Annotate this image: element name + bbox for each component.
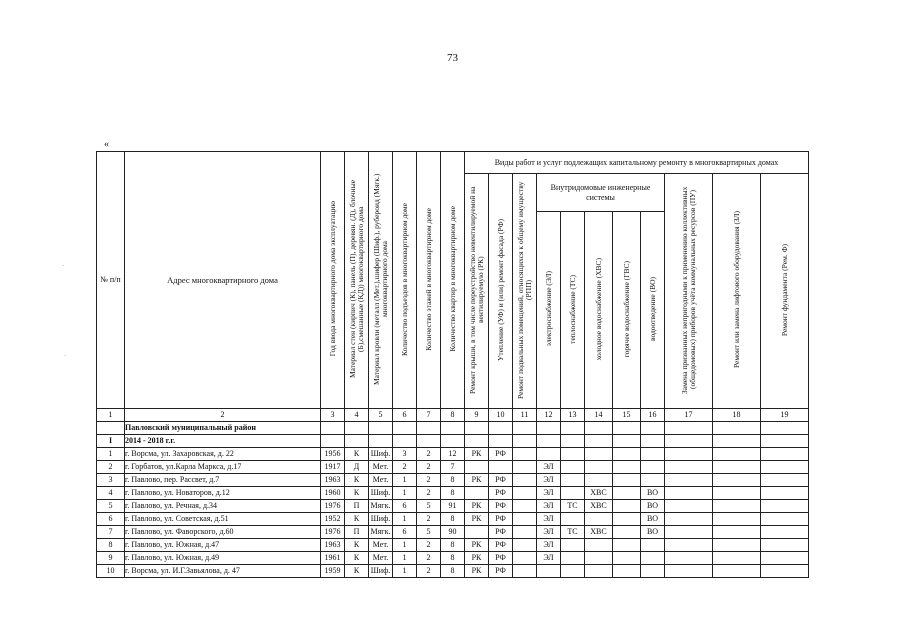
row-cell: 2 bbox=[417, 565, 441, 578]
table-row bbox=[97, 513, 809, 526]
row-cell: 90 bbox=[441, 526, 465, 539]
row-cell: 1 bbox=[393, 487, 417, 500]
column-number: 2 bbox=[125, 409, 321, 422]
quote-mark: « bbox=[104, 139, 109, 150]
row-cell bbox=[713, 487, 761, 500]
row-number: 4 bbox=[97, 487, 125, 500]
header-flats: Количество квартир в многоквартирном доме bbox=[441, 152, 465, 409]
row-cell: ЭЛ bbox=[537, 461, 561, 474]
column-number: 15 bbox=[613, 409, 641, 422]
row-cell: РФ bbox=[489, 513, 513, 526]
row-cell: 1 bbox=[393, 539, 417, 552]
row-cell bbox=[641, 474, 665, 487]
table-row bbox=[97, 526, 809, 539]
row-cell: РФ bbox=[489, 552, 513, 565]
row-cell bbox=[713, 539, 761, 552]
row-cell: 2 bbox=[417, 513, 441, 526]
row-cell: 2 bbox=[417, 461, 441, 474]
row-cell bbox=[761, 500, 809, 513]
row-cell: РК bbox=[465, 513, 489, 526]
row-cell bbox=[513, 474, 537, 487]
row-cell: Шиф. bbox=[369, 565, 393, 578]
row-cell: 1 bbox=[393, 565, 417, 578]
header-engineering-systems: Внутридомовые инженерные системы bbox=[537, 174, 665, 212]
row-cell: РК bbox=[465, 448, 489, 461]
column-number: 18 bbox=[713, 409, 761, 422]
column-number: 12 bbox=[537, 409, 561, 422]
row-cell: К bbox=[345, 474, 369, 487]
row-cell: ВО bbox=[641, 513, 665, 526]
row-cell: 2 bbox=[417, 487, 441, 500]
column-number: 3 bbox=[321, 409, 345, 422]
row-cell bbox=[465, 461, 489, 474]
row-address: г. Ворсма, ул. Захаровская, д. 22 bbox=[125, 448, 321, 461]
row-cell: 1959 bbox=[321, 565, 345, 578]
row-cell: РК bbox=[465, 539, 489, 552]
header-num: № п/п bbox=[97, 152, 125, 409]
row-cell bbox=[665, 539, 713, 552]
row-cell: ЭЛ bbox=[537, 539, 561, 552]
row-cell: 8 bbox=[441, 552, 465, 565]
row-cell: ХВС bbox=[585, 487, 613, 500]
row-cell: ЭЛ bbox=[537, 552, 561, 565]
row-cell: 1976 bbox=[321, 500, 345, 513]
header-roof-repair: Ремонт крыши, в том числе переустройство невентилируемой на вентилируемую (РК) bbox=[465, 174, 489, 409]
row-cell bbox=[561, 487, 585, 500]
row-cell: РК bbox=[465, 500, 489, 513]
row-address: г. Павлово, ул. Новаторов, д.12 bbox=[125, 487, 321, 500]
row-address: г. Павлово, ул. Фаворского, д.60 bbox=[125, 526, 321, 539]
row-cell: РФ bbox=[489, 500, 513, 513]
table-row bbox=[97, 461, 809, 474]
row-cell: 1963 bbox=[321, 474, 345, 487]
row-cell: ЭЛ bbox=[537, 513, 561, 526]
row-cell: 1956 bbox=[321, 448, 345, 461]
row-cell bbox=[513, 539, 537, 552]
row-address: г. Павлово, ул. Южная, д.47 bbox=[125, 539, 321, 552]
row-cell: ХВС bbox=[585, 526, 613, 539]
row-cell bbox=[561, 474, 585, 487]
row-cell bbox=[761, 448, 809, 461]
row-cell bbox=[761, 539, 809, 552]
column-number: 13 bbox=[561, 409, 585, 422]
row-cell bbox=[613, 539, 641, 552]
row-cell bbox=[713, 448, 761, 461]
row-cell bbox=[641, 448, 665, 461]
row-cell bbox=[713, 500, 761, 513]
scan-mark: · bbox=[62, 262, 65, 270]
row-cell: 2 bbox=[417, 474, 441, 487]
row-cell: 2 bbox=[417, 448, 441, 461]
row-cell: РФ bbox=[489, 487, 513, 500]
row-cell bbox=[713, 474, 761, 487]
row-cell bbox=[613, 474, 641, 487]
row-cell: РФ bbox=[489, 526, 513, 539]
column-number: 7 bbox=[417, 409, 441, 422]
scan-mark: · bbox=[64, 352, 67, 360]
row-cell: РФ bbox=[489, 448, 513, 461]
header-facade: Утепление (УФ) и (или) ремонт фасада (РФ) bbox=[489, 174, 513, 409]
row-cell bbox=[665, 526, 713, 539]
column-number: 5 bbox=[369, 409, 393, 422]
row-cell: 1952 bbox=[321, 513, 345, 526]
row-cell: 1976 bbox=[321, 526, 345, 539]
table-row bbox=[97, 539, 809, 552]
column-number: 16 bbox=[641, 409, 665, 422]
row-cell bbox=[665, 461, 713, 474]
row-cell: 8 bbox=[441, 565, 465, 578]
row-address: г. Павлово, пер. Рассвет, д.7 bbox=[125, 474, 321, 487]
row-cell bbox=[761, 513, 809, 526]
row-cell: 1961 bbox=[321, 552, 345, 565]
row-cell: РК bbox=[465, 474, 489, 487]
row-cell: К bbox=[345, 487, 369, 500]
row-cell: РК bbox=[465, 552, 489, 565]
row-number: 10 bbox=[97, 565, 125, 578]
table-row bbox=[97, 565, 809, 578]
row-cell: Мет. bbox=[369, 474, 393, 487]
row-cell: ЭЛ bbox=[537, 487, 561, 500]
row-cell bbox=[585, 552, 613, 565]
row-cell: 91 bbox=[441, 500, 465, 513]
row-cell bbox=[513, 565, 537, 578]
row-cell bbox=[665, 513, 713, 526]
header-floors: Количество этажей в многоквартирном доме bbox=[417, 152, 441, 409]
header-hot-water: горячее водоснабжение (ГВС) bbox=[613, 212, 641, 409]
column-number: 4 bbox=[345, 409, 369, 422]
header-cold-water: холодное водоснабжение (ХВС) bbox=[585, 212, 613, 409]
table-row bbox=[97, 552, 809, 565]
header-lift: Ремонт или замена лифтового оборудования (ЗЛ) bbox=[713, 174, 761, 409]
row-cell: 12 bbox=[441, 448, 465, 461]
row-cell bbox=[613, 500, 641, 513]
row-address: г. Павлово, ул. Советская, д.51 bbox=[125, 513, 321, 526]
row-cell bbox=[613, 448, 641, 461]
row-cell bbox=[585, 448, 613, 461]
column-number: 14 bbox=[585, 409, 613, 422]
row-cell bbox=[513, 526, 537, 539]
row-cell: РФ bbox=[489, 539, 513, 552]
header-basement: Ремонт подвальных помещений, относящихся к общему имуществу (РПП) bbox=[513, 174, 537, 409]
row-cell bbox=[513, 513, 537, 526]
row-cell bbox=[613, 552, 641, 565]
header-year: Год ввода многоквартирного дома эксплуатацию bbox=[321, 152, 345, 409]
row-cell: 7 bbox=[441, 461, 465, 474]
row-address: г. Павлово, ул. Речная, д.34 bbox=[125, 500, 321, 513]
row-cell bbox=[665, 474, 713, 487]
row-cell: К bbox=[345, 448, 369, 461]
row-cell bbox=[761, 565, 809, 578]
row-cell bbox=[713, 526, 761, 539]
row-cell bbox=[537, 448, 561, 461]
row-number: 6 bbox=[97, 513, 125, 526]
row-cell: 2 bbox=[417, 539, 441, 552]
row-cell bbox=[513, 461, 537, 474]
row-cell bbox=[513, 448, 537, 461]
row-cell: ВО bbox=[641, 526, 665, 539]
row-cell: 1 bbox=[393, 513, 417, 526]
column-number: 19 bbox=[761, 409, 809, 422]
row-cell bbox=[665, 565, 713, 578]
row-cell bbox=[561, 552, 585, 565]
period-row bbox=[97, 435, 809, 448]
row-cell bbox=[641, 565, 665, 578]
table-row bbox=[97, 500, 809, 513]
row-cell: К bbox=[345, 539, 369, 552]
row-cell bbox=[713, 461, 761, 474]
row-cell bbox=[465, 526, 489, 539]
row-cell: 8 bbox=[441, 487, 465, 500]
row-cell: 2 bbox=[393, 461, 417, 474]
header-drainage: водоотведение (ВО) bbox=[641, 212, 665, 409]
column-number: 6 bbox=[393, 409, 417, 422]
row-cell: РФ bbox=[489, 474, 513, 487]
row-cell: Шиф. bbox=[369, 487, 393, 500]
row-cell: ХВС bbox=[585, 500, 613, 513]
row-address: г. Горбатов, ул.Карла Маркса, д.17 bbox=[125, 461, 321, 474]
column-number: 1 bbox=[97, 409, 125, 422]
row-cell bbox=[561, 448, 585, 461]
row-cell: 1963 bbox=[321, 539, 345, 552]
row-cell: 2 bbox=[417, 552, 441, 565]
row-cell: П bbox=[345, 500, 369, 513]
row-cell: Шиф. bbox=[369, 448, 393, 461]
header-address: Адрес многоквартирного дома bbox=[125, 152, 321, 409]
row-cell: 5 bbox=[417, 500, 441, 513]
row-cell bbox=[713, 513, 761, 526]
row-cell bbox=[465, 487, 489, 500]
row-cell: 6 bbox=[393, 500, 417, 513]
row-cell bbox=[761, 474, 809, 487]
row-cell: ЭЛ bbox=[537, 500, 561, 513]
table-row bbox=[97, 474, 809, 487]
column-number: 17 bbox=[665, 409, 713, 422]
column-number-row bbox=[97, 409, 809, 422]
row-cell bbox=[561, 565, 585, 578]
row-cell: 3 bbox=[393, 448, 417, 461]
row-cell: 8 bbox=[441, 474, 465, 487]
row-cell: ТС bbox=[561, 526, 585, 539]
row-cell: 6 bbox=[393, 526, 417, 539]
row-cell bbox=[761, 487, 809, 500]
row-cell bbox=[613, 487, 641, 500]
row-cell: Мет. bbox=[369, 461, 393, 474]
table-row bbox=[97, 448, 809, 461]
row-number: 2 bbox=[97, 461, 125, 474]
house-rows bbox=[97, 448, 809, 578]
row-cell: ВО bbox=[641, 500, 665, 513]
row-cell bbox=[585, 565, 613, 578]
row-cell: 1 bbox=[393, 552, 417, 565]
row-cell: РК bbox=[465, 565, 489, 578]
header-electricity: электроснабжение (ЭЛ) bbox=[537, 212, 561, 409]
row-cell bbox=[641, 552, 665, 565]
row-cell: П bbox=[345, 526, 369, 539]
row-cell bbox=[489, 461, 513, 474]
row-cell: Мет. bbox=[369, 539, 393, 552]
row-cell: Мет. bbox=[369, 552, 393, 565]
period-roman: I bbox=[97, 435, 125, 448]
row-cell bbox=[585, 461, 613, 474]
row-cell: Мягк. bbox=[369, 526, 393, 539]
row-cell bbox=[613, 565, 641, 578]
row-cell: 8 bbox=[441, 513, 465, 526]
row-cell: Д bbox=[345, 461, 369, 474]
row-address: г. Ворсма, ул. И.Г.Завьялова, д. 47 bbox=[125, 565, 321, 578]
row-cell bbox=[665, 552, 713, 565]
row-cell bbox=[585, 539, 613, 552]
row-number: 9 bbox=[97, 552, 125, 565]
header-entrances: Количество подъездов в многоквартирном доме bbox=[393, 152, 417, 409]
row-cell bbox=[537, 565, 561, 578]
row-cell: ЭЛ bbox=[537, 526, 561, 539]
row-cell: РФ bbox=[489, 565, 513, 578]
row-cell: К bbox=[345, 552, 369, 565]
row-cell: 1 bbox=[393, 474, 417, 487]
row-cell: Шиф. bbox=[369, 513, 393, 526]
row-cell bbox=[641, 539, 665, 552]
page-number: 73 bbox=[447, 52, 458, 64]
row-cell bbox=[713, 552, 761, 565]
row-number: 1 bbox=[97, 448, 125, 461]
row-cell bbox=[561, 461, 585, 474]
header-foundation: Ремонт фундамента (Рем. Ф) bbox=[761, 174, 809, 409]
header-wall-material: Материал стен (кирпич (К), панель (П), деревян. (Д), блочные (Б),смешанные (КД)) многоквартирного дома bbox=[345, 152, 369, 409]
row-cell bbox=[665, 487, 713, 500]
row-number: 8 bbox=[97, 539, 125, 552]
row-cell: ТС bbox=[561, 500, 585, 513]
row-cell bbox=[713, 565, 761, 578]
column-number: 11 bbox=[513, 409, 537, 422]
row-cell bbox=[761, 526, 809, 539]
row-cell: 8 bbox=[441, 539, 465, 552]
row-number: 3 bbox=[97, 474, 125, 487]
district-row bbox=[97, 422, 809, 435]
row-cell bbox=[613, 526, 641, 539]
row-cell bbox=[613, 461, 641, 474]
header-heating: теплоснабжение (ТС) bbox=[561, 212, 585, 409]
column-number: 10 bbox=[489, 409, 513, 422]
row-cell: К bbox=[345, 513, 369, 526]
row-cell bbox=[665, 448, 713, 461]
row-cell: ЭЛ bbox=[537, 474, 561, 487]
row-cell bbox=[513, 500, 537, 513]
header-meters: Замена признанных непригодными к применению коллективных (общедомовых) приборов учёта коммунальных ресурсов (ПУ) bbox=[665, 174, 713, 409]
column-number: 9 bbox=[465, 409, 489, 422]
column-number: 8 bbox=[441, 409, 465, 422]
period-label: 2014 - 2018 г.г. bbox=[125, 435, 321, 448]
row-cell: 5 bbox=[417, 526, 441, 539]
row-cell bbox=[513, 487, 537, 500]
capital-repair-table bbox=[96, 151, 809, 578]
row-cell bbox=[761, 552, 809, 565]
row-cell bbox=[761, 461, 809, 474]
row-cell: Мягк. bbox=[369, 500, 393, 513]
header-roof-material: Материал кровли (металл (Мет.),шифер (Шиф.), рубероид (Мягк.) многоквартирного дома bbox=[369, 152, 393, 409]
row-cell bbox=[613, 513, 641, 526]
row-cell bbox=[561, 513, 585, 526]
row-address: г. Павлово, ул. Южная, д.49 bbox=[125, 552, 321, 565]
row-number: 5 bbox=[97, 500, 125, 513]
row-cell: ВО bbox=[641, 487, 665, 500]
row-cell: К bbox=[345, 565, 369, 578]
header-works: Виды работ и услуг подлежащих капитальному ремонту в многоквартирных домах bbox=[465, 152, 809, 174]
row-cell bbox=[513, 552, 537, 565]
row-cell bbox=[641, 461, 665, 474]
row-cell bbox=[585, 474, 613, 487]
row-cell bbox=[561, 539, 585, 552]
table-row bbox=[97, 487, 809, 500]
row-cell bbox=[665, 500, 713, 513]
row-number: 7 bbox=[97, 526, 125, 539]
row-cell: 1960 bbox=[321, 487, 345, 500]
row-cell: 1917 bbox=[321, 461, 345, 474]
district-name: Павловский муниципальный район bbox=[125, 422, 321, 435]
row-cell bbox=[585, 513, 613, 526]
